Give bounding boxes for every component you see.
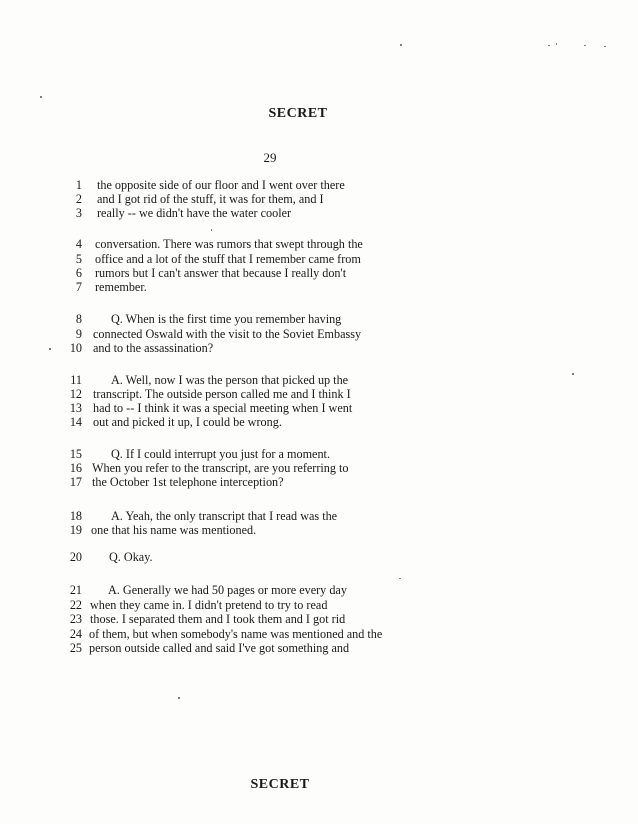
line-text: and I got rid of the stuff, it was for them, and I bbox=[97, 192, 324, 206]
line-number: 5 bbox=[75, 252, 82, 266]
line-text: and to the assassination? bbox=[93, 341, 214, 355]
transcript-line bbox=[0, 475, 638, 489]
line-text: the opposite side of our floor and I went over there bbox=[97, 178, 345, 192]
line-number: 8 bbox=[75, 312, 82, 326]
line-number: 9 bbox=[75, 327, 82, 341]
line-number: 12 bbox=[69, 387, 82, 401]
footer-classification: SECRET bbox=[250, 777, 310, 792]
transcript-line bbox=[0, 523, 638, 537]
scan-speck bbox=[49, 348, 51, 350]
line-number: 17 bbox=[69, 475, 82, 489]
transcript-line bbox=[0, 583, 638, 597]
line-number: 1 bbox=[75, 178, 82, 192]
line-number: 2 bbox=[75, 192, 82, 206]
scan-speck bbox=[40, 96, 42, 98]
transcript-line bbox=[0, 415, 638, 429]
line-number: 21 bbox=[69, 583, 82, 597]
line-text: the October 1st telephone interception? bbox=[92, 475, 284, 489]
line-number: 3 bbox=[75, 206, 82, 220]
scan-speck bbox=[400, 44, 402, 46]
line-text: A. Well, now I was the person that picked up the bbox=[111, 373, 349, 387]
line-number: 7 bbox=[75, 280, 82, 294]
transcript-line bbox=[0, 612, 638, 626]
line-number: 25 bbox=[69, 641, 82, 655]
page-number: 29 bbox=[263, 150, 277, 165]
line-number: 14 bbox=[69, 415, 82, 429]
transcript-line bbox=[0, 252, 638, 266]
transcript-line bbox=[0, 461, 638, 475]
line-number: 11 bbox=[70, 373, 82, 387]
transcript-line bbox=[0, 387, 638, 401]
line-text: person outside called and said I've got something and bbox=[89, 641, 350, 655]
scan-speck bbox=[584, 45, 586, 46]
line-text: A. Yeah, the only transcript that I read was the bbox=[111, 509, 338, 523]
line-number: 13 bbox=[69, 401, 82, 415]
scan-speck bbox=[399, 578, 401, 579]
line-number: 16 bbox=[69, 461, 82, 475]
line-number: 22 bbox=[69, 598, 82, 612]
line-text: had to -- I think it was a special meeting when I went bbox=[93, 401, 353, 415]
scan-speck bbox=[178, 697, 180, 699]
transcript-line bbox=[0, 192, 638, 206]
scan-speck bbox=[572, 373, 574, 375]
line-text: rumors but I can't answer that because I really don't bbox=[95, 266, 347, 280]
line-text: connected Oswald with the visit to the Soviet Embassy bbox=[93, 327, 362, 341]
line-text: those. I separated them and I took them and I got rid bbox=[90, 612, 346, 626]
transcript-line bbox=[0, 327, 638, 341]
transcript-line bbox=[0, 401, 638, 415]
line-text: of them, but when somebody's name was mentioned and the bbox=[89, 627, 383, 641]
transcript-line bbox=[0, 509, 638, 523]
line-text: conversation. There was rumors that swept through the bbox=[95, 237, 363, 251]
transcript-line bbox=[0, 206, 638, 220]
line-text: really -- we didn't have the water cooler bbox=[97, 206, 292, 220]
transcript-line bbox=[0, 341, 638, 355]
scan-speck bbox=[211, 229, 212, 231]
line-text: one that his name was mentioned. bbox=[91, 523, 257, 537]
transcript-line bbox=[0, 598, 638, 612]
transcript-line bbox=[0, 280, 638, 294]
scan-speck bbox=[548, 45, 550, 46]
line-number: 23 bbox=[69, 612, 82, 626]
line-text: When you refer to the transcript, are you referring to bbox=[92, 461, 349, 475]
line-text: office and a lot of the stuff that I remember came from bbox=[95, 252, 361, 266]
transcript-line bbox=[0, 627, 638, 641]
transcript-line bbox=[0, 641, 638, 655]
transcript-line bbox=[0, 312, 638, 326]
line-number: 6 bbox=[75, 266, 82, 280]
line-text: Q. When is the first time you remember having bbox=[111, 312, 342, 326]
line-number: 4 bbox=[75, 237, 82, 251]
transcript-line bbox=[0, 373, 638, 387]
scan-speck bbox=[556, 43, 557, 45]
line-text: remember. bbox=[95, 280, 147, 294]
line-text: Q. If I could interrupt you just for a moment. bbox=[111, 447, 330, 461]
line-number: 15 bbox=[69, 447, 82, 461]
transcript-line bbox=[0, 266, 638, 280]
line-text: when they came in. I didn't pretend to try to read bbox=[90, 598, 328, 612]
transcript-line bbox=[0, 178, 638, 192]
line-text: out and picked it up, I could be wrong. bbox=[93, 415, 282, 429]
line-text: Q. Okay. bbox=[109, 550, 153, 564]
transcript-line bbox=[0, 237, 638, 251]
transcript-line bbox=[0, 447, 638, 461]
header-classification: SECRET bbox=[268, 106, 328, 121]
line-number: 18 bbox=[69, 509, 82, 523]
line-text: transcript. The outside person called me and I think I bbox=[93, 387, 351, 401]
line-number: 19 bbox=[69, 523, 82, 537]
line-number: 10 bbox=[69, 341, 82, 355]
line-number: 24 bbox=[69, 627, 82, 641]
scan-speck bbox=[604, 46, 606, 47]
line-number: 20 bbox=[69, 550, 82, 564]
transcript-line bbox=[0, 550, 638, 564]
line-text: A. Generally we had 50 pages or more every day bbox=[108, 583, 347, 597]
